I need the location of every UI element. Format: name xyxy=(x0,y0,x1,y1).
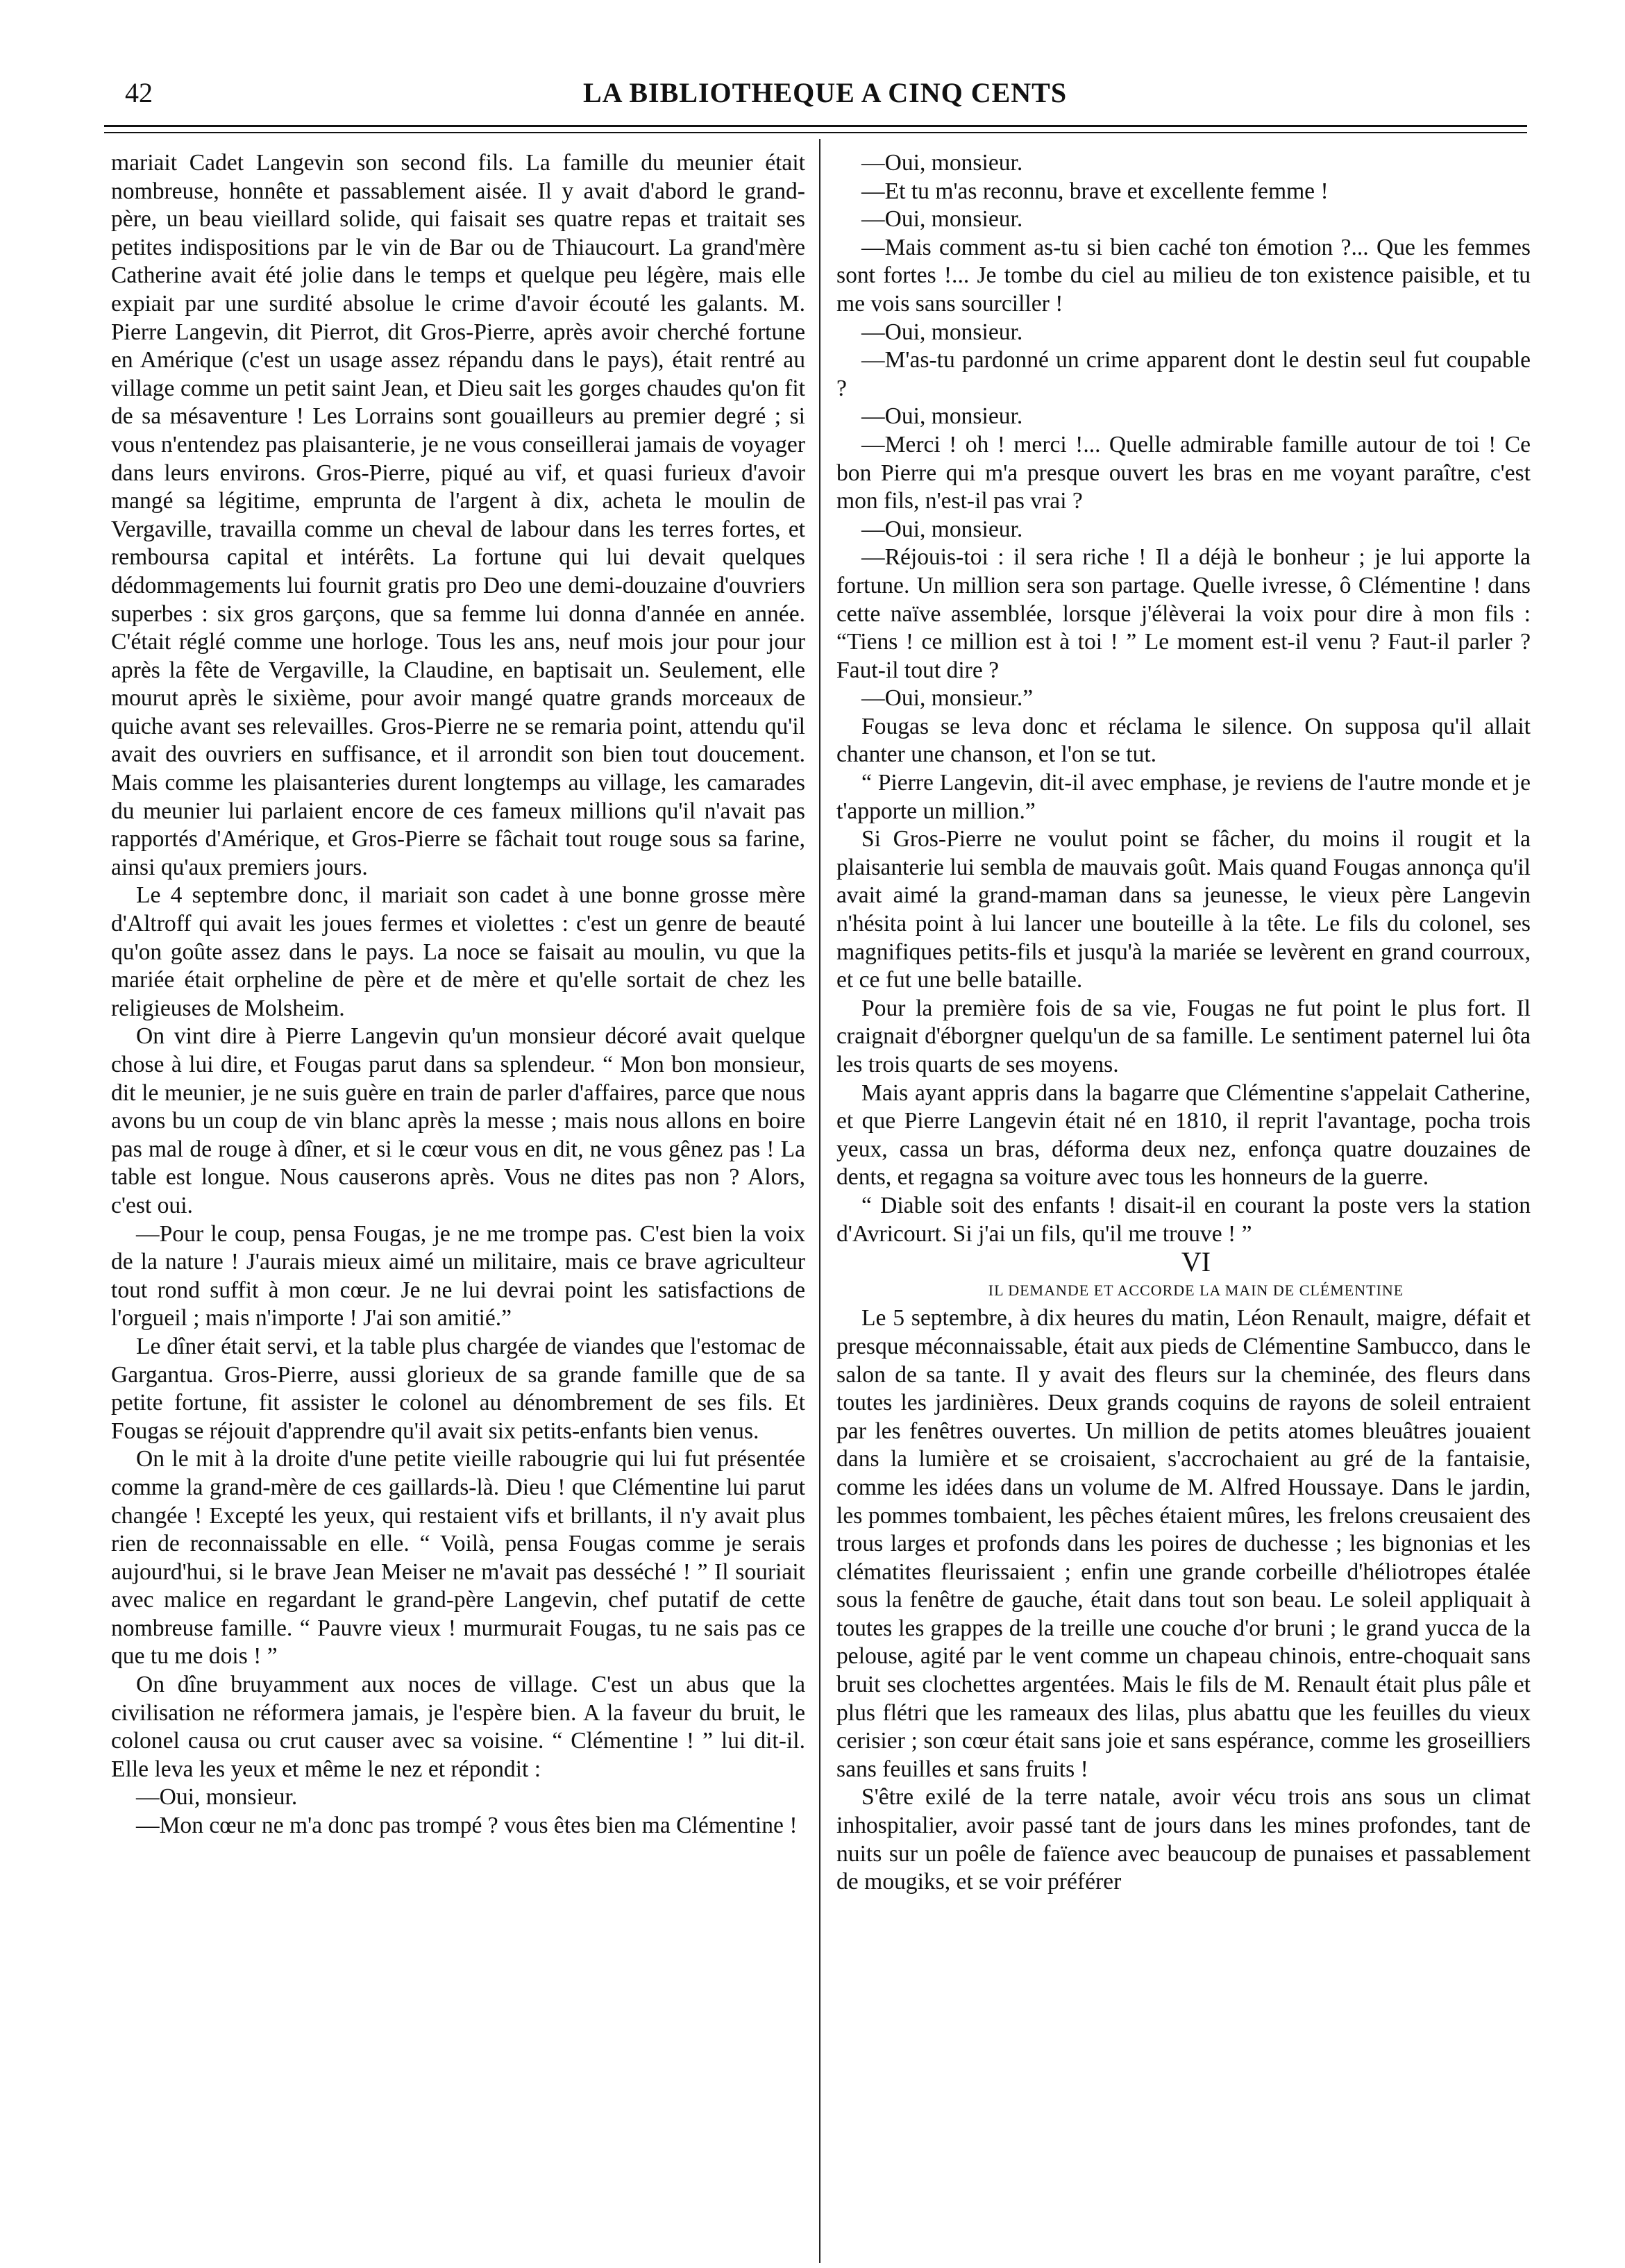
chapter-number: VI xyxy=(1181,1246,1211,1278)
paragraph: “ Diable soit des enfants ! disait-il en courant la poste vers la station d'Avricourt. Si j'ai un fils, qu'il me trouve ! ” xyxy=(836,1192,1531,1247)
paragraph: On vint dire à Pierre Langevin qu'un monsieur décoré avait quelque chose à lui dire, et Fougas parut dans sa splendeur. “ Mon bon monsieur, dit le meunier, je ne suis guère en train de parler d'affaires, parce que nous avons bu un coup de vin blanc après la messe ; mais nous allons en boire pas mal de rouge à dîner, et si le cœur vous en dit, ne vous gênez pas ! La table est longue. Nous causerons après. Vous ne dites pas non ? Alors, c'est oui. xyxy=(111,1023,805,1218)
paragraph: —Oui, monsieur. xyxy=(861,319,1023,345)
paragraph: —Mais comment as-tu si bien caché ton émotion ?... Que les femmes sont fortes !... Je tombe du ciel au milieu de ton existence paisible, et tu me vois sans sourciller ! xyxy=(836,234,1531,317)
paragraph: Le 5 septembre, à dix heures du matin, Léon Renault, maigre, défait et presque méconnaissable, était aux pieds de Clémentine Sambucco, dans le salon de sa tante. Il y avait des fleurs sur la cheminée, des fleurs dans toutes les jardinières. Deux grands coquins de rayons de soleil entraient par les fenêtres ouvertes. Un million de petits atomes bleuâtres jouaient dans la lumière et se croisaient, s'accrochaient au gré de la fantaisie, comme les idées dans un volume de M. Alfred Houssaye. Dans le jardin, les pommes tombaient, les pêches étaient mûres, les frelons creusaient des trous larges et profonds dans les poires de duchesse ; les bignonias et les clématites fleurissaient ; enfin une grande corbeille d'héliotropes étalée sous la fenêtre de gauche, était dans tout son beau. Le soleil appliquait à toutes les grappes de la treille une couche d'or bruni ; le grand yucca de la pelouse, agité par le vent comme un chapeau chinois, entre-choquait sans bruit ses clochettes argentées. Mais le fils de M. Renault était plus pâle et plus flétri que les rameaux des lilas, plus abattu que les feuilles du vieux cerisier ; son cœur était sans joie et sans espérance, comme les groseilliers sans feuilles et sans fruits ! xyxy=(836,1305,1531,1782)
paragraph: —M'as-tu pardonné un crime apparent dont le destin seul fut coupable ? xyxy=(836,347,1531,401)
paragraph: S'être exilé de la terre natale, avoir vécu trois ans sous un climat inhospitalier, avoir passé tant de jours dans les mines profondes, tant de nuits sur un poêle de faïence avec beaucoup de punaises et passablement de mougiks, et se voir préférer xyxy=(836,1784,1531,1895)
paragraph: —Oui, monsieur. xyxy=(861,516,1023,542)
header-rule-top xyxy=(104,125,1527,127)
paragraph: —Pour le coup, pensa Fougas, je ne me trompe pas. C'est bien la voix de la nature ! J'aurais mieux aimé un militaire, mais ce brave agriculteur tout rond suffit à mon cœur. Je ne lui devrai point les satisfactions de l'orgueil ; mais n'importe ! J'ai son amitié.” xyxy=(111,1220,805,1332)
page-number: 42 xyxy=(125,77,153,108)
paragraph: —Oui, monsieur. xyxy=(136,1784,298,1811)
paragraph: Le 4 septembre donc, il mariait son cadet à une bonne grosse mère d'Altroff qui avait les joues fermes et violettes : c'est un genre de beauté qu'on goûte assez dans le pays. La noce se faisait au moulin, vu que la mariée était orpheline de père et de mère et qu'elle sortait de chez les religieuses de Molsheim. xyxy=(111,882,805,1021)
paragraph: —Merci ! oh ! merci !... Quelle admirable famille autour de toi ! Ce bon Pierre qui m'a presque ouvert les bras en me voyant paraître, c'est mon fils, n'est-il pas vrai ? xyxy=(836,431,1531,514)
paragraph: —Et tu m'as reconnu, brave et excellente femme ! xyxy=(861,178,1329,204)
right-column xyxy=(836,149,1531,1897)
paragraph: —Mon cœur ne m'a donc pas trompé ? vous êtes bien ma Clémentine ! xyxy=(136,1813,798,1839)
column-divider xyxy=(819,139,820,2263)
running-title: LA BIBLIOTHEQUE A CINQ CENTS xyxy=(583,77,1068,108)
paragraph: —Réjouis-toi : il sera riche ! Il a déjà le bonheur ; je lui apporte la fortune. Un million sera son partage. Quelle ivresse, ô Clémentine ! dans cette naïve assemblée, lorsque j'élèverai la voix pour dire à mon fils : “Tiens ! ce million est à toi ! ” Le moment est-il venu ? Faut-il parler ? Faut-il tout dire ? xyxy=(836,544,1531,683)
page-header xyxy=(104,76,1527,118)
paragraph: —Oui, monsieur. xyxy=(861,150,1023,176)
paragraph: On dîne bruyamment aux noces de village. C'est un abus que la civilisation ne réformera jamais, je l'espère bien. A la faveur du bruit, le colonel causa ou crut causer avec sa voisine. “ Clémentine ! ” lui dit-il. Elle leva les yeux et même le nez et répondit : xyxy=(111,1672,805,1782)
paragraph: Si Gros-Pierre ne voulut point se fâcher, du moins il rougit et la plaisanterie lui sembla de mauvais goût. Mais quand Fougas annonça qu'il avait aimé la grand-maman dans sa jeunesse, le vieux père Langevin n'hésita point à lui lancer une bouteille à la tête. Le fils du colonel, ses magnifiques petits-fils et jusqu'à la mariée se levèrent en grand courroux, et ce fut une belle bataille. xyxy=(836,826,1531,993)
left-column xyxy=(111,149,805,1840)
header-rule-bottom xyxy=(104,132,1527,133)
paragraph: “ Pierre Langevin, dit-il avec emphase, je reviens de l'autre monde et je t'apporte un million.” xyxy=(836,770,1531,824)
paragraph: —Oui, monsieur.” xyxy=(861,685,1034,712)
paragraph: Pour la première fois de sa vie, Fougas ne fut point le plus fort. Il craignait d'éborgner quelqu'un de sa famille. Le sentiment paternel lui ôta les trois quarts de ses moyens. xyxy=(836,995,1531,1077)
paragraph: Fougas se leva donc et réclama le silence. On supposa qu'il allait chanter une chanson, et l'on se tut. xyxy=(836,713,1531,768)
paragraph: Mais ayant appris dans la bagarre que Clémentine s'appelait Catherine, et que Pierre Langevin était né en 1810, il reprit l'avantage, pocha trois yeux, cassa un bras, déforma deux nez, enfonça quatre douzaines de dents, et regagna sa voiture avec tous les honneurs de la guerre. xyxy=(836,1080,1531,1191)
paragraph: —Oui, monsieur. xyxy=(861,403,1023,430)
chapter-title: IL DEMANDE ET ACCORDE LA MAIN DE CLÉMENTINE xyxy=(988,1281,1404,1299)
paragraph: —Oui, monsieur. xyxy=(861,206,1023,233)
paragraph: mariait Cadet Langevin son second fils. La famille du meunier était nombreuse, honnête et passablement aisée. Il y avait d'abord le grand-père, un beau vieillard solide, qui faisait ses quatre repas et traitait ses petites indispositions par le vin de Bar ou de Thiaucourt. La grand'mère Catherine avait été jolie dans le temps et quelque peu légère, mais elle expiait par une surdité absolue le crime d'avoir écouté les galants. M. Pierre Langevin, dit Pierrot, dit Gros-Pierre, après avoir cherché fortune en Amérique (c'est un usage assez répandu dans le pays), était rentré au village comme un petit saint Jean, et Dieu sait les gorges chaudes qu'on fit de sa mésaventure ! Les Lorrains sont gouailleurs au premier degré ; si vous n'entendez pas plaisanterie, je ne vous conseillerai jamais de voyager dans leurs environs. Gros-Pierre, piqué au vif, et quasi furieux d'avoir mangé sa légitime, emprunta de l'argent à dix, acheta le moulin de Vergaville, travailla comme un cheval de labour dans les terres fortes, et remboursa capital et intérêts. La fortune qui lui devait quelques dédommagements lui fournit gratis pro Deo une demi-douzaine d'ouvriers superbes : six gros garçons, que sa femme lui donna d'année en année. C'était réglé comme une horloge. Tous les ans, neuf mois jour pour jour après la fête de Vergaville, la Claudine, en baptisait un. Seulement, elle mourut après le sixième, pour avoir mangé quatre grands morceaux de quiche avant ses relevailles. Gros-Pierre ne se remaria point, attendu qu'il avait des ouvriers en suffisance, et il arrondit son bien tout doucement. Mais comme les plaisanteries durent longtemps au village, les camarades du meunier lui parlaient encore de ces fameux millions qu'il n'avait pas rapportés d'Amérique, et Gros-Pierre se fâchait tout rouge sous sa farine, ainsi qu'aux premiers jours. xyxy=(111,150,805,880)
paragraph: Le dîner était servi, et la table plus chargée de viandes que l'estomac de Gargantua. Gros-Pierre, aussi glorieux de sa grande famille que de sa petite fortune, fit assister le colonel au dénombrement de ses fils. Et Fougas se réjouit d'apprendre qu'il avait six petits-enfants bien venus. xyxy=(111,1333,805,1444)
paragraph: On le mit à la droite d'une petite vieille rabougrie qui lui fut présentée comme la grand-mère de ces gaillards-là. Dieu ! que Clémentine lui parut changée ! Excepté les yeux, qui restaient vifs et brillants, il n'y avait plus rien de reconnaissable en elle. “ Voilà, pensa Fougas comme je serais aujourd'hui, si le brave Jean Meiser ne m'avait pas desséché ! ” Il souriait avec malice en regardant le grand-père Langevin, chef putatif de cette nombreuse famille. “ Pauvre vieux ! murmurait Fougas, tu ne sais pas ce que tu me dois ! ” xyxy=(111,1446,805,1670)
